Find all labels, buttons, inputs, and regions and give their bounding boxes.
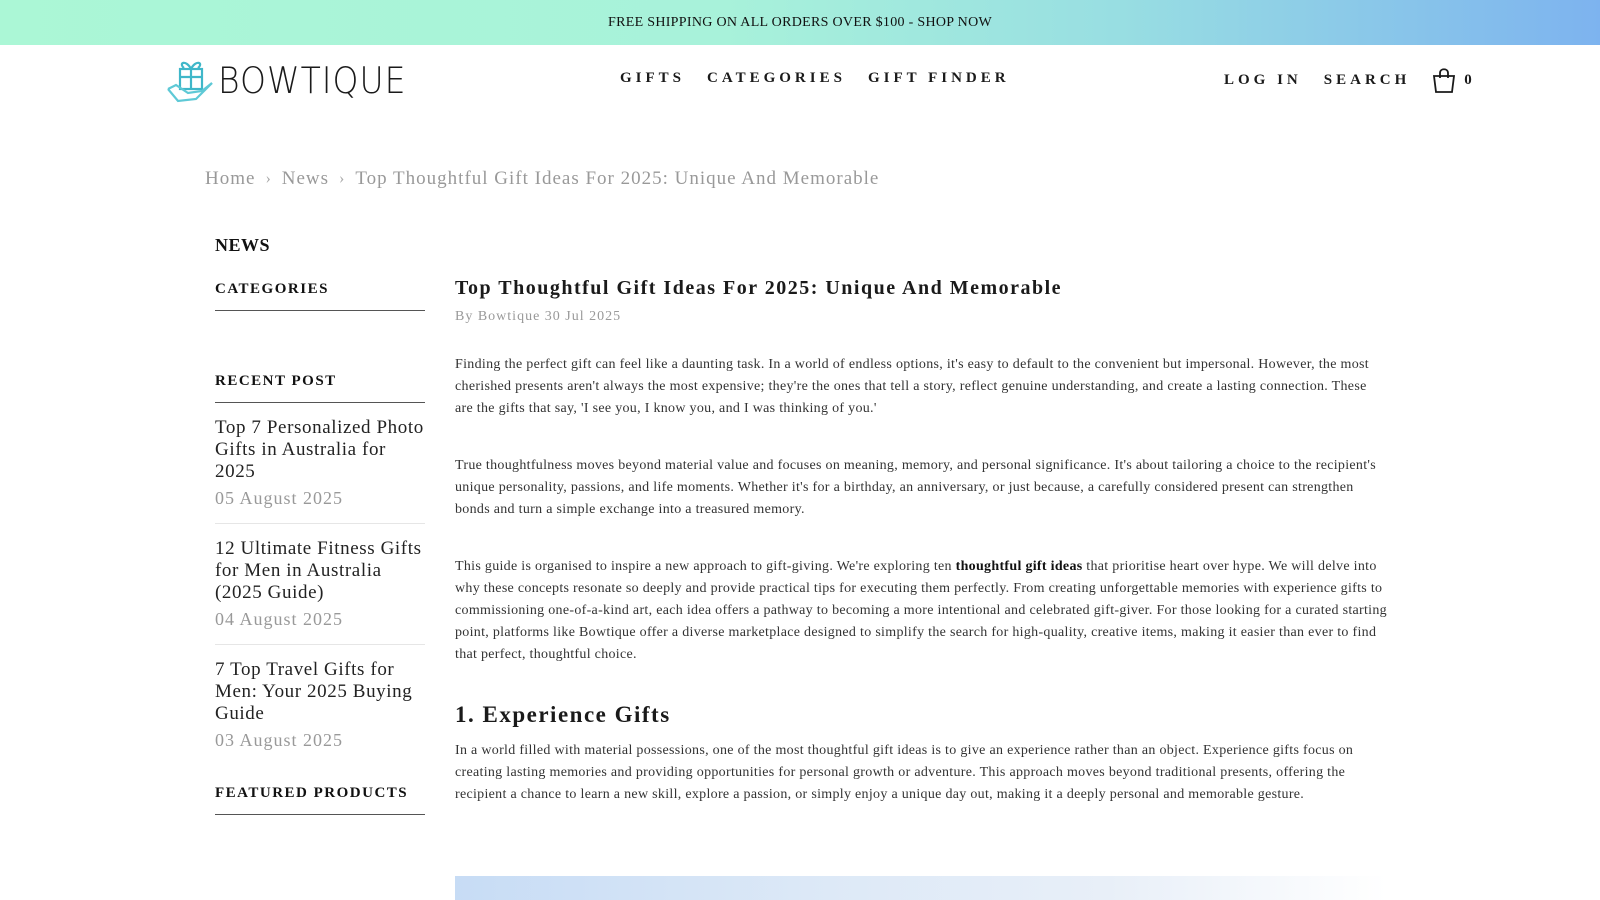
recent-post-date: 05 August 2025 [215,488,344,508]
article-image [455,876,1387,900]
recent-post-title[interactable]: 12 Ultimate Fitness Gifts for Men in Australia (2025 Guide) [215,538,422,603]
breadcrumb-news[interactable]: News [281,168,330,189]
sidebar [215,235,425,815]
announcement-link[interactable]: FREE SHIPPING ON ALL ORDERS OVER $100 - SHOP NOW [608,14,992,30]
article-paragraph: True thoughtfulness moves beyond material value and focuses on meaning, memory, and personal significance. It's about tailoring a choice to the recipient's unique personality, passions, and life moments. Whether it's for a birthday, an anniversary, or just because, a carefully considered present can strengthen bonds and turn a simple exchange into a treasured memory. [455,458,1376,517]
logo[interactable] [166,55,407,105]
gift-hand-logo-icon [166,55,214,105]
article-title: Top Thoughtful Gift Ideas For 2025: Unique And Memorable [455,277,1063,299]
site-header [0,45,1600,125]
recent-post-title[interactable]: 7 Top Travel Gifts for Men: Your 2025 Buying Guide [215,659,413,724]
recent-post-list [215,403,425,765]
article-paragraph [455,556,1387,666]
chevron-right-icon: › [339,170,346,187]
sidebar-title: NEWS [215,235,271,255]
featured-products-heading: FEATURED PRODUCTS [215,785,425,815]
announcement-bar [0,0,1600,45]
cart-count: 0 [1464,71,1476,88]
article [455,277,1387,806]
paragraph-text: This guide is organised to inspire a new approach to gift-giving. We're exploring ten [455,559,956,574]
search-link[interactable]: SEARCH [1323,71,1411,88]
cart-button[interactable] [1432,67,1476,93]
recent-post-title[interactable]: Top 7 Personalized Photo Gifts in Australia for 2025 [215,417,424,482]
shopping-bag-icon [1432,67,1456,93]
utility-nav [1224,67,1476,93]
recent-post-date: 04 August 2025 [215,609,344,629]
article-paragraph: Finding the perfect gift can feel like a daunting task. In a world of endless options, it's easy to default to the convenient but impersonal. However, the most cherished presents aren't always the most expensive; they're the ones that tell a story, reflect genuine understanding, and create a lasting connection. These are the gifts that say, 'I see you, I know you, and I was thinking of you.' [455,357,1369,416]
nav-gift-finder[interactable]: GIFT FINDER [867,70,1010,86]
nav-gifts[interactable]: GIFTS [620,70,686,86]
thoughtful-gift-ideas-link[interactable]: thoughtful gift ideas [955,559,1083,574]
logo-text: BOWTIQUE [218,58,407,102]
breadcrumb-home[interactable]: Home [205,168,256,189]
article-paragraph: In a world filled with material possessions, one of the most thoughtful gift ideas is to give an experience rather than an object. Experience gifts focus on creating lasting memories and providing opportunities for personal growth or adventure. This approach moves beyond traditional presents, offering the recipient a chance to learn a new skill, explore a passion, or simply enjoy a unique day out, making it a deeply personal and memorable gesture. [455,743,1354,802]
recent-post-item[interactable] [215,524,425,645]
login-link[interactable]: LOG IN [1224,71,1302,88]
breadcrumb-current: Top Thoughtful Gift Ideas For 2025: Unique And Memorable [355,168,880,189]
paragraph-text: that prioritise heart over hype. We will delve into why these concepts resonate so deeply and provide practical tips for executing them perfectly. From creating unforgettable memories with experience gifts to commissioning one-of-a-kind art, each idea offers a pathway to becoming a more intentional and celebrated gift-giver. For those looking for a curated starting point, platforms like Bowtique offer a diverse marketplace designed to simplify the search for high-quality, creative items, making it easier than ever to find that perfect, thoughtful choice. [455,559,1387,662]
nav-categories[interactable]: CATEGORIES [707,70,846,86]
recent-post-date: 03 August 2025 [215,730,344,750]
categories-heading: CATEGORIES [215,281,425,311]
section-heading: 1. Experience Gifts [455,702,671,727]
main-nav [620,70,1010,87]
recent-post-item[interactable] [215,645,425,765]
article-byline: By Bowtique 30 Jul 2025 [455,309,622,324]
recent-post-heading: RECENT POST [215,373,425,403]
recent-post-item[interactable] [215,403,425,524]
chevron-right-icon: › [265,170,272,187]
breadcrumb [205,168,879,190]
